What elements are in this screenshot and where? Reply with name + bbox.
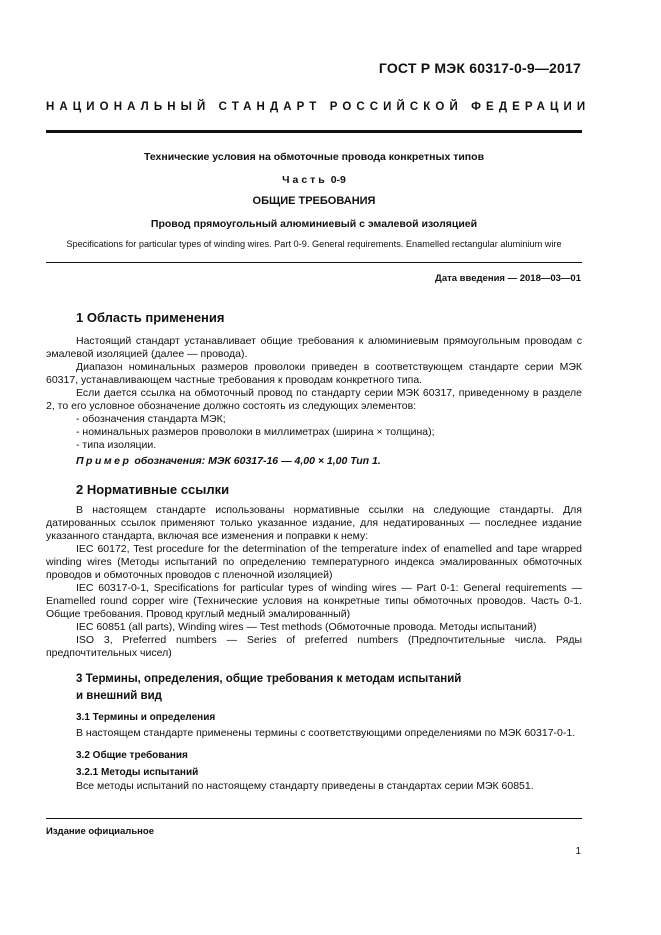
list-item: - обозначения стандарта МЭК; (76, 413, 226, 425)
footer-divider (46, 818, 582, 819)
introduction-date: Дата введения — 2018—03—01 (435, 273, 581, 284)
section1-heading: 1 Область применения (76, 310, 225, 325)
reference-item: IEC 60172, Test procedure for the determination of the temperature index of enamelled and tape wrapped winding wires (Методы испытаний по определению температурного индекса эмалированных обмоточных проводов и обмоточных проводов с пленочной изоляцией) (46, 543, 582, 581)
section3-heading-line2: и внешний вид (76, 690, 162, 702)
official-edition-label: Издание официальное (46, 826, 154, 837)
section2-paragraph: В настоящем стандарте использованы нормативные ссылки на следующие стандарты. Для датированных ссылок применяют только указанное издание, для недатированных — последнее издание указанного стандарта, включая все изменения и поправки к нему: (46, 504, 582, 542)
subsection-3-1-text: В настоящем стандарте применены термины с соответствующими определениями по МЭК 60317-0-1. (76, 727, 576, 739)
title-general-requirements: ОБЩИЕ ТРЕБОВАНИЯ (252, 195, 376, 207)
section1-paragraph: Диапазон номинальных размеров проволоки приведен в соответствующем стандарте серии МЭК 60317, устанавливающем частные требования к проводам конкретного типа. (46, 361, 582, 386)
reference-item: IEC 60851 (all parts), Winding wires — Test methods (Обмоточные провода. Методы испытаний) (76, 621, 537, 633)
subsection-3-2-1-heading: 3.2.1 Методы испытаний (76, 767, 199, 778)
section1-paragraph: Если дается ссылка на обмоточный провод по стандарту серии МЭК 60317, приведенному в разделе 2, то его условное обозначение должно состоять из следующих элементов: (46, 387, 582, 412)
list-item: - номинальных размеров проволоки в миллиметрах (ширина × толщина); (76, 426, 435, 438)
section2-heading: 2 Нормативные ссылки (76, 482, 230, 497)
title-general: Технические условия на обмоточные провода конкретных типов (143, 151, 485, 163)
part-word: Часть (282, 174, 328, 186)
section1-body (46, 335, 582, 468)
national-standard-title: НАЦИОНАЛЬНЫЙ СТАНДАРТ РОССИЙСКОЙ ФЕДЕРАЦИИ (46, 101, 591, 113)
section1-paragraph: Настоящий стандарт устанавливает общие требования к алюминиевым прямоугольным проводам с эмалевой изоляцией (далее — провода). (46, 335, 582, 360)
header-divider (46, 130, 582, 133)
part-number: 0-9 (330, 174, 346, 186)
example-text: обозначения: МЭК 60317-16 — 4,00 × 1,00 Тип 1. (134, 455, 381, 467)
example-word: Пример (76, 455, 132, 467)
title-wire-type: Провод прямоугольный алюминиевый с эмалевой изоляцией (150, 218, 478, 230)
title-english: Specifications for particular types of winding wires. Part 0-9. General requirements. Enamelled rectangular aluminium wire (66, 239, 562, 249)
subsection-3-1-body (46, 727, 582, 740)
list-item: - типа изоляции. (76, 439, 157, 451)
title-divider (46, 262, 582, 263)
reference-item: ISO 3, Preferred numbers — Series of preferred numbers (Предпочтительные числа. Ряды предпочтительных чисел) (46, 634, 582, 659)
subsection-3-2-heading: 3.2 Общие требования (76, 750, 188, 761)
page-number: 1 (575, 846, 581, 857)
subsection-3-1-heading: 3.1 Термины и определения (76, 712, 216, 723)
reference-item: IEC 60317-0-1, Specifications for particular types of winding wires — Part 0-1: General requirements — Enamelled round copper wire (Технические условия на конкретные типы обмоточных проводов. Часть 0-1. Общие требования. Провод круглый медный эмалированный) (46, 582, 582, 620)
section3-heading-line1: 3 Термины, определения, общие требования к методам испытаний (76, 673, 462, 685)
standard-code: ГОСТ Р МЭК 60317-0-9—2017 (378, 60, 581, 76)
section2-body (46, 504, 582, 660)
designation-example (46, 455, 582, 468)
title-part (46, 174, 582, 186)
subsection-3-2-1-text: Все методы испытаний по настоящему стандарту приведены в стандартах серии МЭК 60851. (76, 780, 534, 792)
subsection-3-2-1-body (46, 780, 582, 793)
